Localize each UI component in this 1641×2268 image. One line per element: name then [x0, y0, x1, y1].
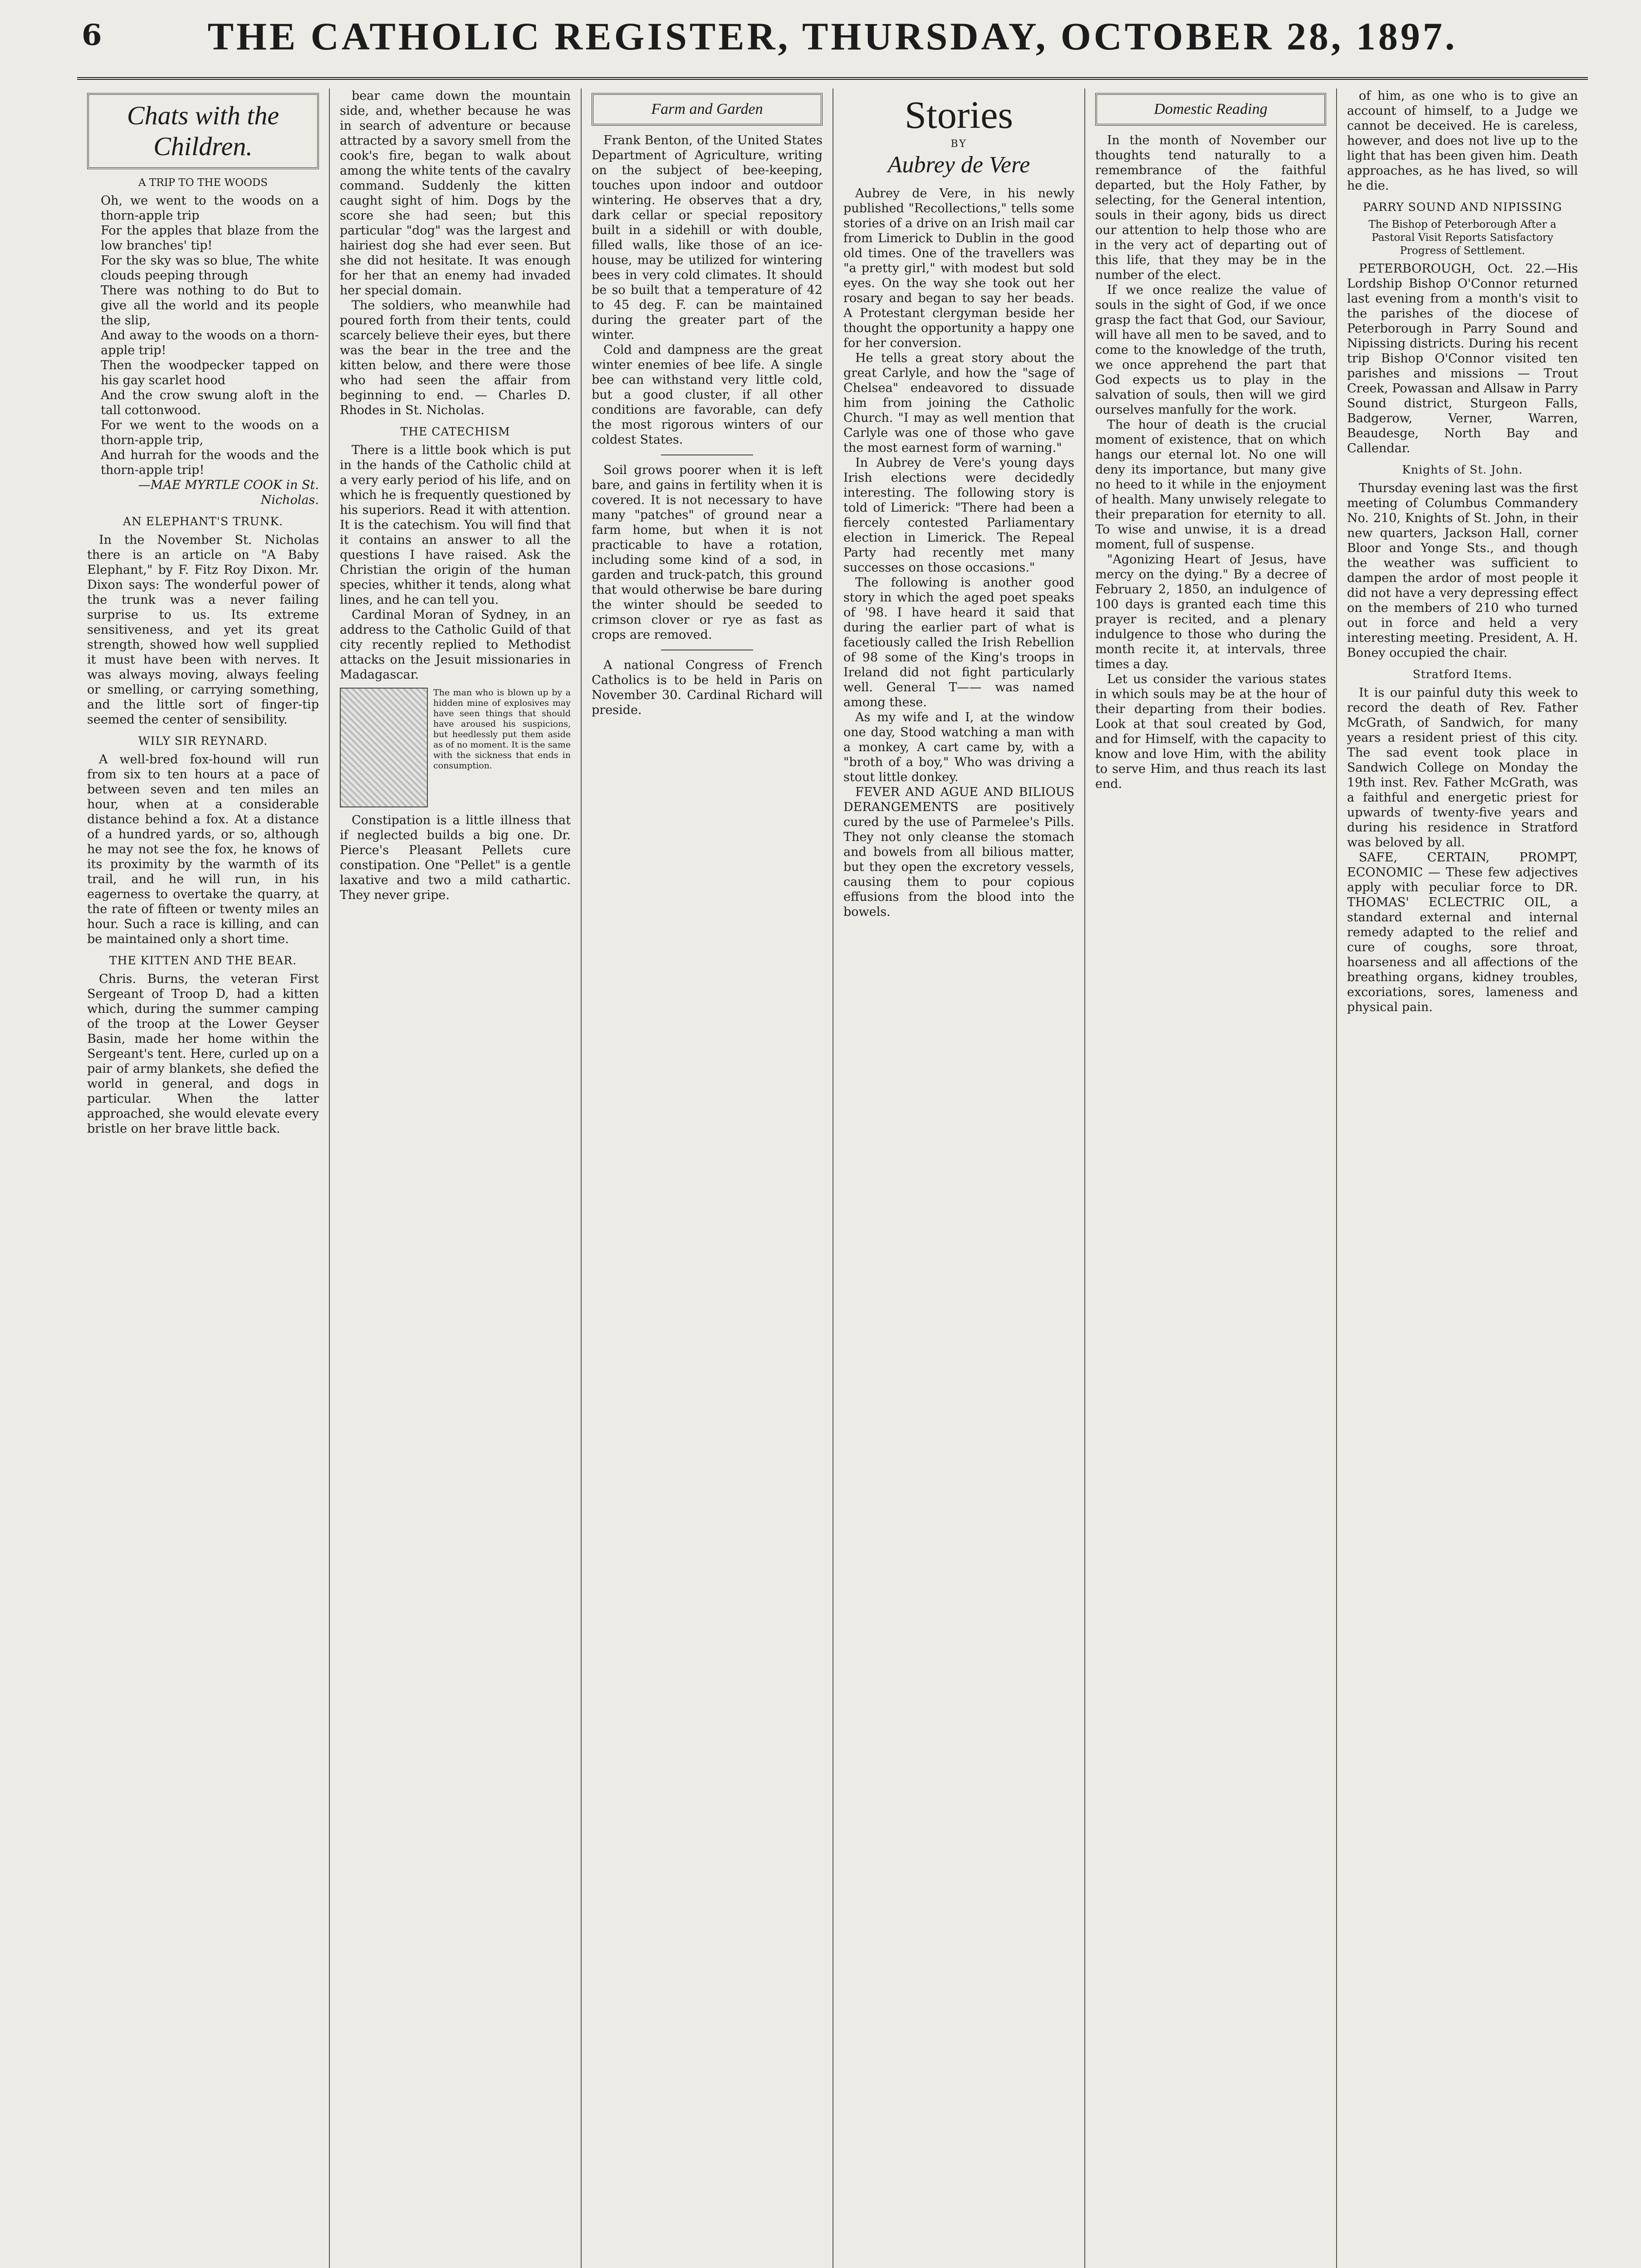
kitten-bear-title: THE KITTEN AND THE BEAR. [109, 954, 297, 967]
poem-line: And the crow swung aloft in the tall cottonwood. [101, 388, 319, 417]
elephant-trunk-title: AN ELEPHANT'S TRUNK. [122, 515, 284, 528]
stratford-title: Stratford Items. [1412, 668, 1513, 681]
medicine-advertisement [340, 688, 571, 807]
knights-title: Knights of St. John. [1402, 463, 1523, 476]
poem-line: And away to the woods on a thorn-apple trip! [101, 328, 319, 357]
eclectric-oil-advertisement: SAFE, CERTAIN, PROMPT, ECONOMIC — These few adjectives apply with peculiar force to DR. THOMAS' ECLECTRIC OIL, a standard external and internal remedy adapted to the relief and cure of coughs, sore throat, hoarseness and all affections of the breathing organs, kidney troubles, excoriations, sores, lameness and physical pain. [1347, 850, 1578, 1014]
catechism-title: THE CATECHISM [400, 425, 510, 438]
chats-header-line2: Children. [153, 132, 253, 161]
domestic-text: In the month of November our thoughts tend naturally to a remembrance of the faithful departed, but the Holy Father, by selecting, for the General intention, souls in their agony, bids us direct our attention to help those who are in the very act of departing out of this life, that they may be in the number of the elect. [1095, 133, 1326, 282]
stories-title: Stories [905, 93, 1013, 137]
parry-sound-subtitle: The Bishop of Peterborough After a Pastoral Visit Reports Satisfactory Progress of Settlement. [1368, 219, 1557, 257]
masthead [77, 0, 1588, 80]
domestic-text: Let us consider the various states in which souls may be at the hour of their departing from their bodies. Look at that soul created by God, and for Himself, with the capacity to know and love Him, with the ability to serve Him, and thus reach its last end. [1095, 672, 1326, 791]
column-4 [833, 88, 1084, 2268]
congress-text: A national Congress of French Catholics is to be held in Paris on November 30. Cardinal Richard will preside. [592, 658, 823, 717]
domestic-continued: of him, as one who is to give an account of himself, to a Judge we cannot be deceived. He is careless, however, and does not live up to the light that has been given him. Death approaches, as he has lived, so will he die. [1347, 89, 1578, 193]
newspaper-title: THE CATHOLIC REGISTER, THURSDAY, OCTOBER 28, 1897. [207, 15, 1458, 58]
poem-line: For the sky was so blue, The white clouds peeping through [101, 254, 319, 283]
catechism-text: There is a little book which is put in the hands of the Catholic child at a very early period of his life, and on which he is frequently questioned by his superiors. Read it with attention. It is the catechism. You will find that it contains an answer to all the questions I have raised. Ask the Christian the origin of the human species, whither it tends, along what lines, and he can tell you. [340, 443, 571, 607]
domestic-reading-header [1095, 93, 1326, 126]
monkey-poem: As my wife and I, at the window one day, Stood watching a man with a monkey, A cart came by, with a "broth of a boy," Who was driving a stout little donkey. [843, 710, 1074, 784]
poem-line: And hurrah for the woods and the thorn-apple trip! [101, 448, 319, 477]
farm-garden-header [592, 93, 823, 126]
poem-line: For the apples that blaze from the low branches' tip! [101, 224, 319, 253]
poem [87, 193, 319, 478]
stories-by: BY [950, 138, 967, 150]
kitten-bear-ending: The soldiers, who meanwhile had poured forth from their tents, could scarcely believe their eyes, but there was the bear in the tree and the kitten below, and there were those who had seen the affair from beginning to end. — Charles D. Rhodes in St. Nicholas. [340, 298, 571, 417]
poem-title: A TRIP TO THE WOODS [138, 177, 268, 189]
column-5 [1084, 88, 1336, 2268]
stories-author: Aubrey de Vere [887, 152, 1030, 178]
story-text: The following is another good story in which the aged poet speaks of '98. I have heard it said that during the earlier part of what is facetiously called the Irish Rebellion of 98 some of the King's troops in Ireland did not fight particularly well. General T—— was named among these. [843, 576, 1074, 709]
column-1 [77, 88, 329, 2268]
kitten-bear-text: Chris. Burns, the veteran First Sergeant of Troop D, had a kitten which, during the summer camping of the troop at the Lower Geyser Basin, made her home within the Sergeant's tent. Here, curled up on a pair of army blankets, she defied the world in general, and dogs in particular. When the latter approached, she would elevate every bristle on her brave little back. [87, 972, 319, 1136]
chats-header-line1: Chats with the [127, 101, 279, 130]
page-number: 6 [82, 18, 102, 52]
chats-with-children-header [87, 93, 319, 169]
domestic-reading-title: Domestic Reading [1154, 101, 1268, 117]
parry-sound-text: PETERBOROUGH, Oct. 22.—His Lordship Bishop O'Connor returned last evening from a month's visit to the parishes of the diocese of Peterborough in Parry Sound and Nipissing districts. During his recent trip Bishop O'Connor visited ten parishes and missions — Trout Creek, Powassan and Allsaw in Parry Sound district, Sturgeon Falls, Badgerow, Verner, Warren, Beaudesge, North Bay and Callendar. [1347, 262, 1578, 455]
elephant-trunk-text: In the November St. Nicholas there is an article on "A Baby Elephant," by F. Fitz Roy Dixon. Mr. Dixon says: The wonderful power of the trunk was a never failing surprise to us. Its extreme sensitiveness, and yet its great strength, showed how well supplied it must have been with nerves. It was always moving, always feeling or smelling, or carrying something, and the little sort of finger-tip seemed the center of sensibility. [87, 533, 319, 727]
column-2 [329, 88, 581, 2268]
domestic-text: If we once realize the value of souls in the sight of God, if we once grasp the fact that God, our Saviour, will have all men to be saved, and to come to the knowledge of the truth, we once apprehend the part that God expects us to play in the salvation of souls, then will we gird ourselves manfully for the work. [1095, 283, 1326, 417]
story-text: Aubrey de Vere, in his newly published "Recollections," tells some stories of a drive on an Irish mail car from Limerick to Dublin in the good old times. One of the travellers was "a pretty girl," with modest but sold eyes. On the way she took out her rosary and began to say her beads. A Protestant clergyman beside her thought the opportunity a happy one for her conversion. [843, 186, 1074, 350]
sir-reynard-title: WILY SIR REYNARD. [138, 734, 268, 748]
poem-line: Then the woodpecker tapped on his gay scarlet hood [101, 358, 319, 387]
poem-line: Oh, we went to the woods on a thorn-apple trip [101, 194, 319, 223]
domestic-text: "Agonizing Heart of Jesus, have mercy on the dying." By a decree of February 2, 1850, an indulgence of 100 days is granted each time this prayer is recited, and a plenary indulgence to those who during the month recite it, at intervals, three times a day. [1095, 552, 1326, 671]
pills-advertisement: FEVER AND AGUE AND BILIOUS DERANGEMENTS are positively cured by the use of Parmelee's Pills. They not only cleanse the stomach and bowels from all bilious matter, but they open the excretory vessels, causing them to pour copious effusions from the blood into the bowels. [843, 785, 1074, 919]
column-6 [1336, 88, 1588, 2268]
constipation-text: Constipation is a little illness that if neglected builds a big one. Dr. Pierce's Pleasant Pellets cure constipation. One "Pellet" is a gentle laxative and two a mild cathartic. They never gripe. [340, 813, 571, 902]
sir-reynard-text: A well-bred fox-hound will run from six to ten hours at a pace of between seven and ten miles an hour, when at a considerable distance behind a fox. At a distance of a hundred yards, or so, although he may not see the fox, he knows of its proximity by the warmth of its trail, and he will run, in his eagerness to overtake the quarry, at the rate of fifteen or twenty miles an hour. Such a race is killing, and can be maintained only a short time. [87, 753, 319, 946]
story-text: In Aubrey de Vere's young days Irish elections were decidedly interesting. The following story is told of Limerick: "There had been a fiercely contested Parliamentary election in Limerick. The Repeal Party had recently met many successes on those occasions." [843, 456, 1074, 575]
bee-keeping-text: Frank Benton, of the United States Department of Agriculture, writing on the subject of bee-keeping, touches upon indoor and outdoor wintering. He observes that a dry, dark cellar or special repository built in a sidehill or with double, filled walls, like those of an ice-house, may be utilized for wintering bees in very cold climates. It should be so built that a temperature of 42 to 45 deg. F. can be maintained during the greater part of the winter. [592, 133, 823, 342]
kitten-bear-continued: bear came down the mountain side, and, whether because he was in search of adventure or because attracted by a savory smell from the cook's fire, began to walk about among the white tents of the cavalry command. Suddenly the kitten caught sight of him. Dogs by the score she had seen; but this particular "dog" was the largest and hairiest dog she had ever seen. But she did not hesitate. It was enough for her that an enemy had invaded her special domain. [340, 89, 571, 298]
domestic-text: The hour of death is the crucial moment of existence, that on which hangs our eternal lot. No one will deny its importance, but many give no heed to it while in the enjoyment of health. Many unwisely relegate to their preparation for eternity to all. To wise and unwise, it is a dread moment, full of suspense. [1095, 418, 1326, 552]
story-text: He tells a great story about the great Carlyle, and how the "sage of Chelsea" endeavored to dissuade him from joining the Catholic Church. "I may as well mention that Carlyle was one of those who gave the most earnest form of warning." [843, 351, 1074, 455]
bee-winter-text: Cold and dampness are the great winter enemies of bee life. A single bee can withstand very little cold, but a good cluster, if all other conditions are favorable, can defy the most rigorous winters of our coldest States. [592, 343, 823, 447]
poem-line: For we went to the woods on a thorn-apple trip, [101, 418, 319, 447]
stories-header [843, 93, 1074, 179]
page-columns [77, 88, 1588, 2268]
cardinal-moran-text: Cardinal Moran of Sydney, in an address to the Catholic Guild of that city recently replied to Methodist attacks on the Jesuit missionaries in Madagascar. [340, 608, 571, 682]
advertisement-illustration [340, 688, 428, 807]
knights-text: Thursday evening last was the first meeting of Columbus Commandery No. 210, Knights of St. John, in their new quarters, Jackson Hall, corner Bloor and Yonge Sts., and though the weather was sufficient to dampen the ardor of most people it did not have a very depressing effect on the members of 210 who turned out in force and held a very interesting meeting. President, A. H. Boney occupied the chair. [1347, 481, 1578, 660]
advertisement-text: The man who is blown up by a hidden mine of explosives may have seen things that should have aroused his suspicions, but heedlessly put them aside as of no moment. It is the same with the sickness that ends in consumption. [433, 688, 571, 771]
poem-author: —MAE MYRTLE COOK in St. Nicholas. [138, 478, 319, 507]
column-3 [581, 88, 833, 2268]
soil-text: Soil grows poorer when it is left bare, and gains in fertility when it is covered. It is not necessary to have many "patches" of ground near a farm home, but when it is not practicable to have a rotation, including some kind of a sod, in garden and truck-patch, this ground that would otherwise be bare during the winter should be seeded to crimson clover or rye as fast as crops are removed. [592, 463, 823, 642]
parry-sound-title: PARRY SOUND AND NIPISSING [1362, 200, 1563, 214]
farm-garden-title: Farm and Garden [651, 101, 763, 117]
stratford-text: It is our painful duty this week to record the death of Rev. Father McGrath, of Sandwich, for many years a resident priest of this city. The sad event took place in Sandwich College on Monday the 19th inst. Rev. Father McGrath, was a faithful and energetic priest for upwards of twenty-five years and during his residence in Stratford was beloved by all. [1347, 686, 1578, 850]
poem-line: There was nothing to do But to give all the world and its people the slip, [101, 284, 319, 327]
